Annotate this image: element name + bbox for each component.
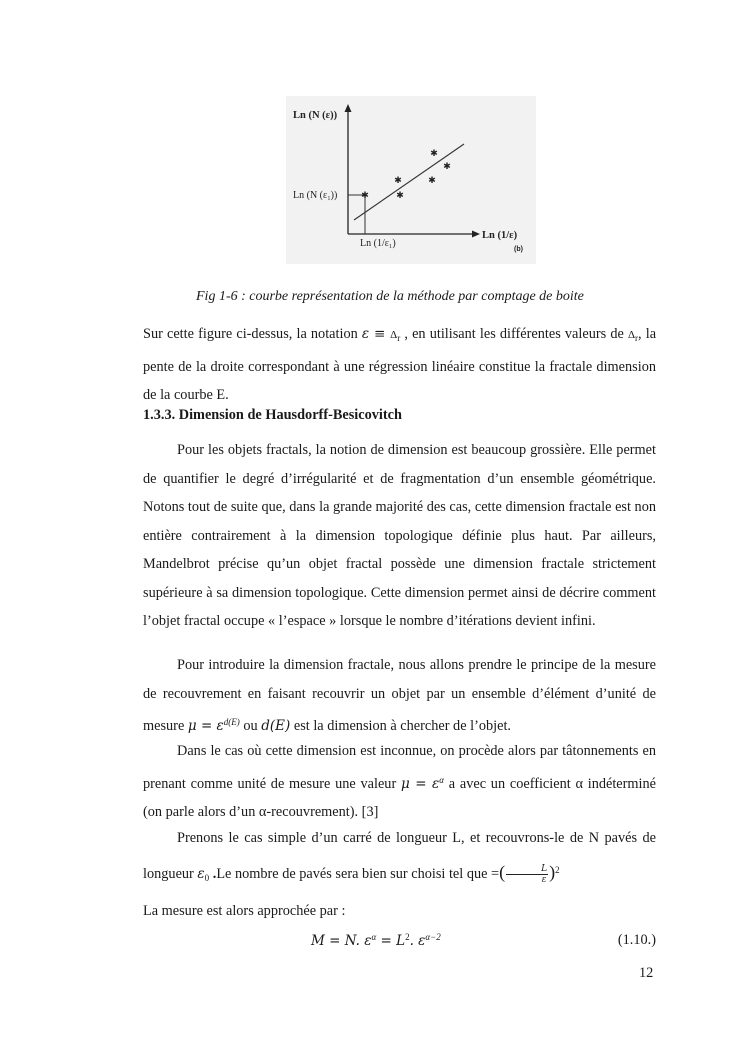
equation-number: (1.10.) [617, 932, 656, 948]
math-delta: Δ [390, 329, 398, 341]
math-superscript: α [439, 774, 444, 785]
x-axis-label: Ln (1/ε) [482, 230, 518, 241]
math-superscript: d(E) [223, 717, 240, 727]
data-point: ✱ [361, 191, 369, 201]
section-heading: 1.3.3. Dimension de Hausdorff-Besicovitch [143, 407, 402, 423]
text: Dans le cas où cette dimension est inconnue, on procède alors par tâtonnements en prenant comme unité de mesure une valeur [143, 743, 656, 792]
text: Le nombre de pavés sera bien sur choisi tel que = [216, 866, 500, 882]
math-fraction [506, 864, 548, 885]
text: Prenons le cas simple d’un carré de longueur L, et recouvrons-le de N pavés de longueur [143, 830, 656, 882]
equation-line [143, 932, 656, 960]
math-subscript: r [635, 333, 639, 343]
math-part: = L [376, 933, 406, 949]
math-subscript: 0 [204, 873, 210, 883]
math-superscript: α−2 [425, 932, 441, 942]
paragraph-hausdorff: Pour les objets fractals, la notion de dimension est beaucoup grossière. Elle permet de quantifier le degré d’irrégularité et de fragmentation d’un ensemble géométrique. Notons tout de suite que, dans la grande majorité des cas, cette dimension fractale est non entière contrairement à la dimension topologique définie plus haut. Par ailleurs, Mandelbrot précise qu’un objet fractal possède une dimension fractale strictement supérieure à sa dimension topologique. Cette dimension permet ainsi de décrire comment l’objet fractal occupe « l’espace » lorsque le nombre d’itérations devient infini. [143, 442, 656, 629]
data-point: ✱ [396, 191, 404, 201]
math-delta: Δ [627, 329, 636, 341]
y-marker-label: Ln (N (ε₁)) [293, 190, 338, 201]
page-number: 12 [639, 965, 654, 981]
data-point: ✱ [394, 176, 402, 186]
data-point: ✱ [430, 149, 438, 159]
fraction-denominator: ε [541, 875, 547, 886]
math-superscript: α [371, 932, 377, 942]
math-epsilon: ε ≡ [361, 326, 391, 342]
text: Pour introduire la dimension fractale, nous allons prendre le principe de la mesure de recouvrement en faisant recouvrir un objet par un ensemble d’élément d’unité de mesure [143, 657, 656, 734]
x-marker-label: Ln (1/ε₁) [360, 238, 396, 249]
math-subscript: r [397, 333, 401, 343]
math-epsilon: ε [197, 866, 205, 882]
text: Sur cette figure ci-dessus, la notation [143, 326, 358, 342]
paren-close: ) [549, 862, 556, 882]
math-part: . ε [409, 933, 426, 949]
text: , en utilisant les différentes valeurs de [404, 326, 624, 342]
paragraph-notation [143, 320, 656, 410]
text: , la pente de la droite correspondant à une régression linéaire constitue la fractale dimension de la courbe E. [143, 326, 657, 403]
data-point: ✱ [428, 176, 436, 186]
math-dE: d(E) [261, 718, 291, 734]
figure-caption: Fig 1-6 : courbe représentation de la méthode par comptage de boite [196, 289, 584, 304]
text: est la dimension à chercher de l’objet. [293, 718, 512, 734]
math-mu: μ = ε [187, 718, 224, 734]
paragraph-recouvrement [143, 651, 656, 741]
paren-open: ( [499, 862, 506, 882]
text: ou [243, 718, 258, 734]
text: . [209, 866, 217, 882]
paragraph-carre [143, 822, 656, 894]
y-axis-label: Ln (N (ε)) [293, 110, 338, 121]
fraction-numerator: L [506, 864, 548, 875]
math-part: M = N. ε [311, 933, 372, 949]
math-mu: μ = ε [400, 775, 440, 792]
data-point: ✱ [443, 162, 451, 172]
paragraph-mesure: La mesure est alors approchée par : [143, 903, 346, 919]
text: a avec un coefficient α indéterminé (on parle alors d’un α-recouvrement). [3] [143, 775, 656, 820]
math-superscript: 2 [405, 932, 410, 942]
paragraph-alpha [143, 737, 656, 827]
math-superscript: 2 [555, 865, 560, 875]
box-counting-figure [286, 96, 536, 264]
equation [311, 932, 441, 950]
panel-label: (b) [514, 246, 523, 253]
